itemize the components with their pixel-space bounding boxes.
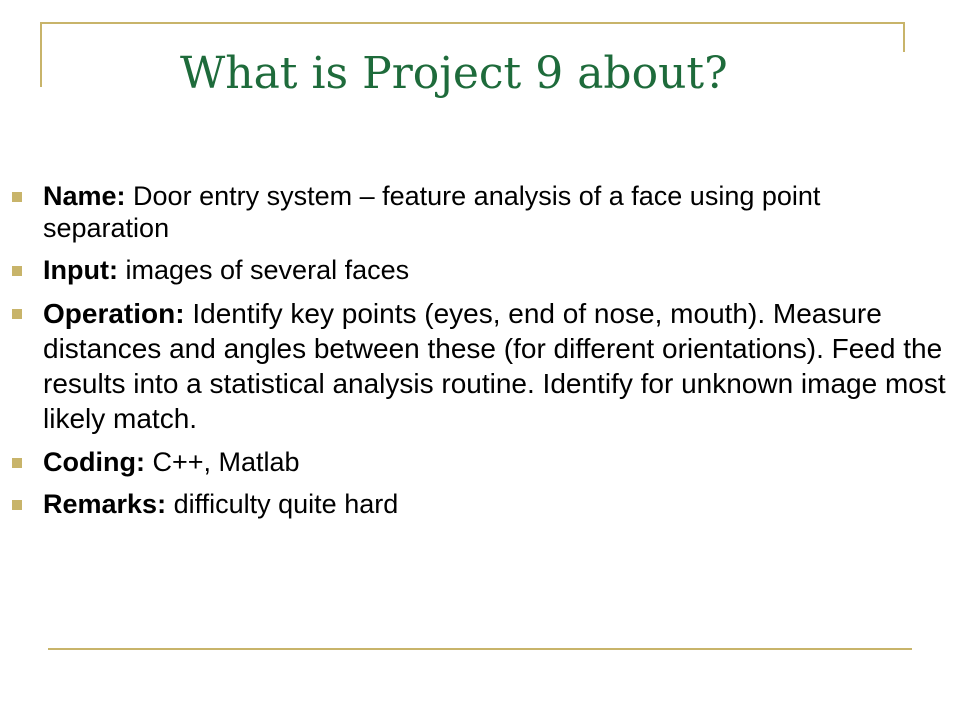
bullet-text: difficulty quite hard [173, 489, 399, 519]
bullet-input [0, 254, 960, 286]
bullet-text: images of several faces [125, 255, 410, 285]
bullet-list [0, 180, 960, 530]
frame-left-line [40, 22, 42, 87]
bullet-remarks [0, 488, 960, 520]
square-bullet-icon [12, 309, 22, 319]
bullet-label: Name: [43, 181, 126, 211]
bullet-text: Identify key points (eyes, end of nose, mouth). Measure distances and angles between these (for different orientations). Feed the results into a statistical analysis routine. Identify for unknown image most likely match. [43, 298, 946, 434]
square-bullet-icon [12, 192, 22, 202]
bullet-coding [0, 446, 960, 478]
bullet-label: Coding: [43, 447, 145, 477]
square-bullet-icon [12, 458, 22, 468]
bullet-text: C++, Matlab [152, 447, 300, 477]
square-bullet-icon [12, 500, 22, 510]
bullet-label: Operation: [43, 298, 185, 329]
bullet-text: Door entry system – feature analysis of a face using point separation [43, 181, 821, 243]
frame-top-line [40, 22, 904, 24]
frame-bottom-line [48, 648, 912, 650]
bullet-operation [0, 296, 960, 436]
bullet-label: Input: [43, 255, 118, 285]
slide-title: What is Project 9 about? [180, 48, 728, 99]
bullet-name [0, 180, 960, 244]
frame-right-line [903, 22, 905, 52]
square-bullet-icon [12, 266, 22, 276]
bullet-label: Remarks: [43, 489, 167, 519]
